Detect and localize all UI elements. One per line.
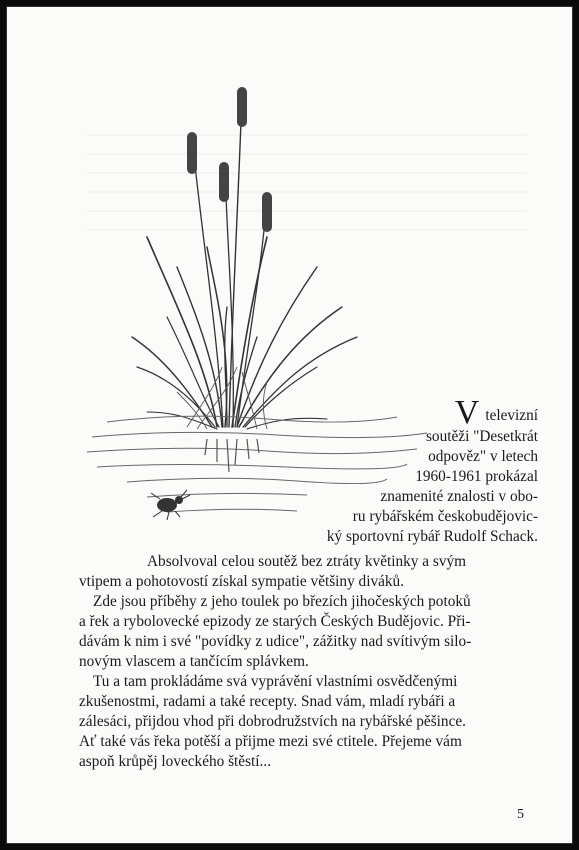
intro-block: [83, 394, 543, 547]
intro-line-7: ký sportovní rybář Rudolf Schack.: [326, 528, 538, 545]
page-number: 5: [517, 807, 524, 822]
body-line: dávám k nim i své "povídky z udice", zážitky nad svítivým silo-: [79, 633, 472, 650]
intro-line-2: soutěži "Desetkrát: [425, 428, 538, 445]
intro-line-6: ru rybářském českobudějovic-: [352, 508, 538, 525]
body-line: zálesáci, přijdou vhod při dobrodružstvích na rybářské pěšince.: [79, 713, 466, 730]
intro-line-3: odpověz" v letech: [428, 448, 538, 465]
body-line: a řek a rybolovecké epizody ze starých Českých Budějovic. Při-: [79, 613, 471, 630]
body-line: Tu a tam prokládáme svá vyprávění vlastními osvědčenými: [93, 673, 458, 690]
intro-line-5: znamenité znalosti v obo-: [380, 488, 538, 505]
intro-line-4: 1960-1961 prokázal: [415, 468, 538, 485]
body-line: zkušenostmi, radami a také recepty. Snad vám, mladí rybáři a: [79, 693, 456, 710]
body-line: novým vlascem a tančícím splávkem.: [79, 653, 309, 670]
body-text: [79, 552, 543, 772]
body-line: Absolvoval celou soutěž bez ztráty květinky a svým: [147, 553, 467, 570]
body-line: aspoň krůpěj loveckého štěstí...: [79, 753, 272, 770]
drop-cap: V: [454, 394, 480, 431]
intro-line-1: Vtelevizní: [454, 394, 538, 431]
body-line: Ať také vás řeka potěší a přijme mezi své ctitele. Přejeme vám: [79, 733, 462, 750]
book-page: [6, 6, 573, 844]
body-line: Zde jsou příběhy z jeho toulek po březích jihočeských potoků: [93, 593, 471, 610]
body-line: vtipem a pohotovostí získal sympatie většiny diváků.: [79, 573, 405, 590]
